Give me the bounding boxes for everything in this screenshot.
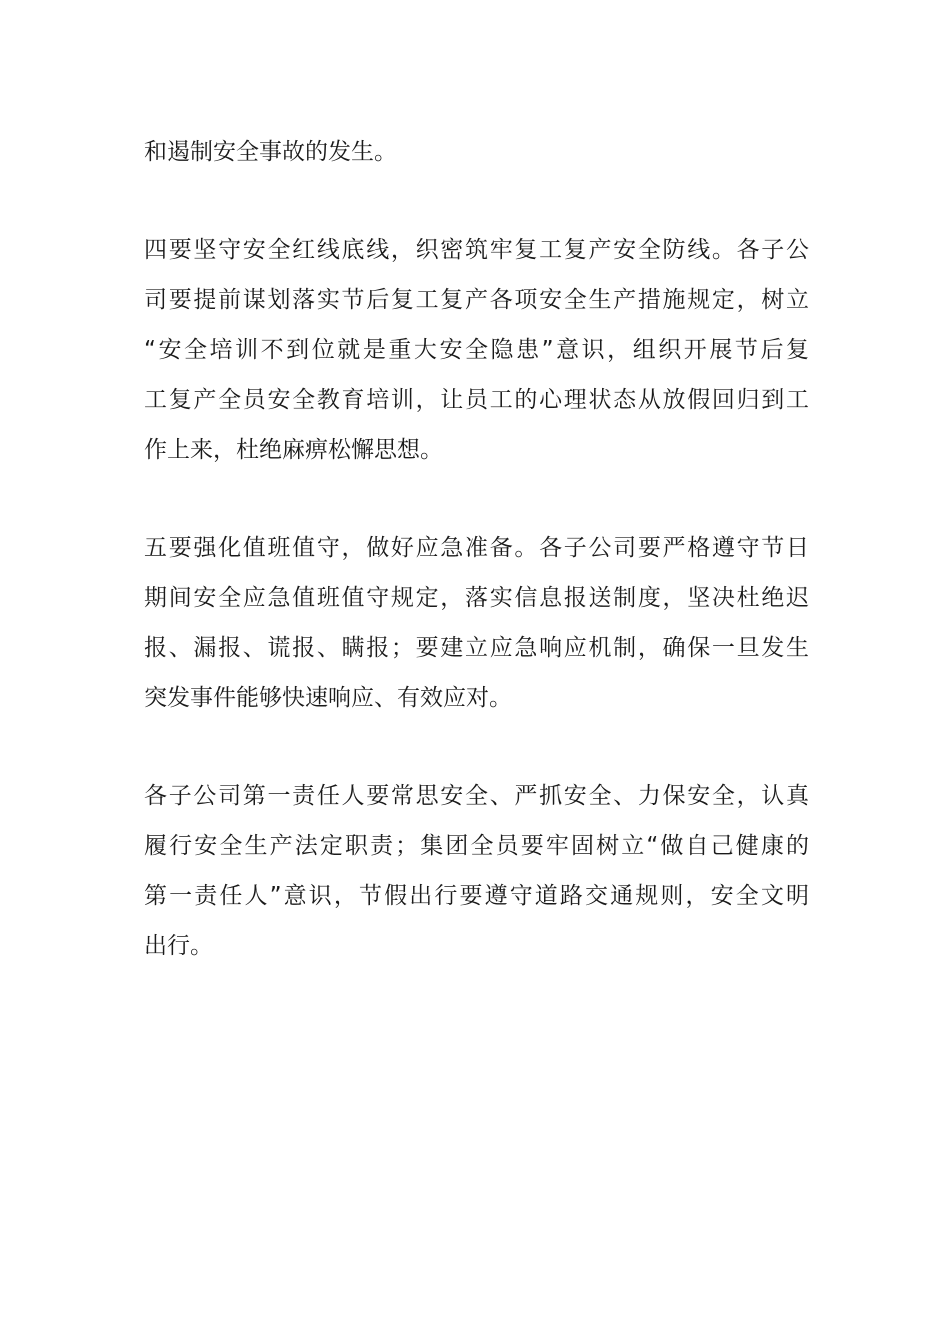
text-line: 突发事件能够快速响应、有效应对。	[144, 685, 512, 711]
paragraph-resumption-safety	[144, 225, 809, 475]
text-line: 作上来，杜绝麻痹松懈思想。	[144, 437, 443, 463]
text-line: 各子公司第一责任人要常思安全、严抓安全、力保安全，认真	[144, 783, 809, 809]
paragraph-accident-prevention	[144, 127, 809, 177]
text-line: 期间安全应急值班值守规定，落实信息报送制度，坚决杜绝迟	[144, 585, 809, 611]
paragraph-responsibility	[144, 771, 809, 971]
text-line: 出行。	[144, 933, 213, 959]
text-line: 司要提前谋划落实节后复工复产各项安全生产措施规定，树立	[144, 287, 809, 313]
text-line: 第一责任人”意识，节假出行要遵守道路交通规则，安全文明	[144, 883, 809, 909]
paragraph-duty-emergency	[144, 523, 809, 723]
text-line: 五要强化值班值守，做好应急准备。各子公司要严格遵守节日	[144, 535, 809, 561]
text-line: 报、漏报、谎报、瞒报；要建立应急响应机制，确保一旦发生	[144, 635, 809, 661]
text-line: 工复产全员安全教育培训，让员工的心理状态从放假回归到工	[144, 387, 809, 413]
text-line: 四要坚守安全红线底线，织密筑牢复工复产安全防线。各子公	[144, 237, 809, 263]
text-line: 履行安全生产法定职责；集团全员要牢固树立“做自己健康的	[144, 833, 809, 859]
text-line: “安全培训不到位就是重大安全隐患”意识，组织开展节后复	[144, 337, 809, 363]
text-line: 和遏制安全事故的发生。	[144, 139, 397, 165]
